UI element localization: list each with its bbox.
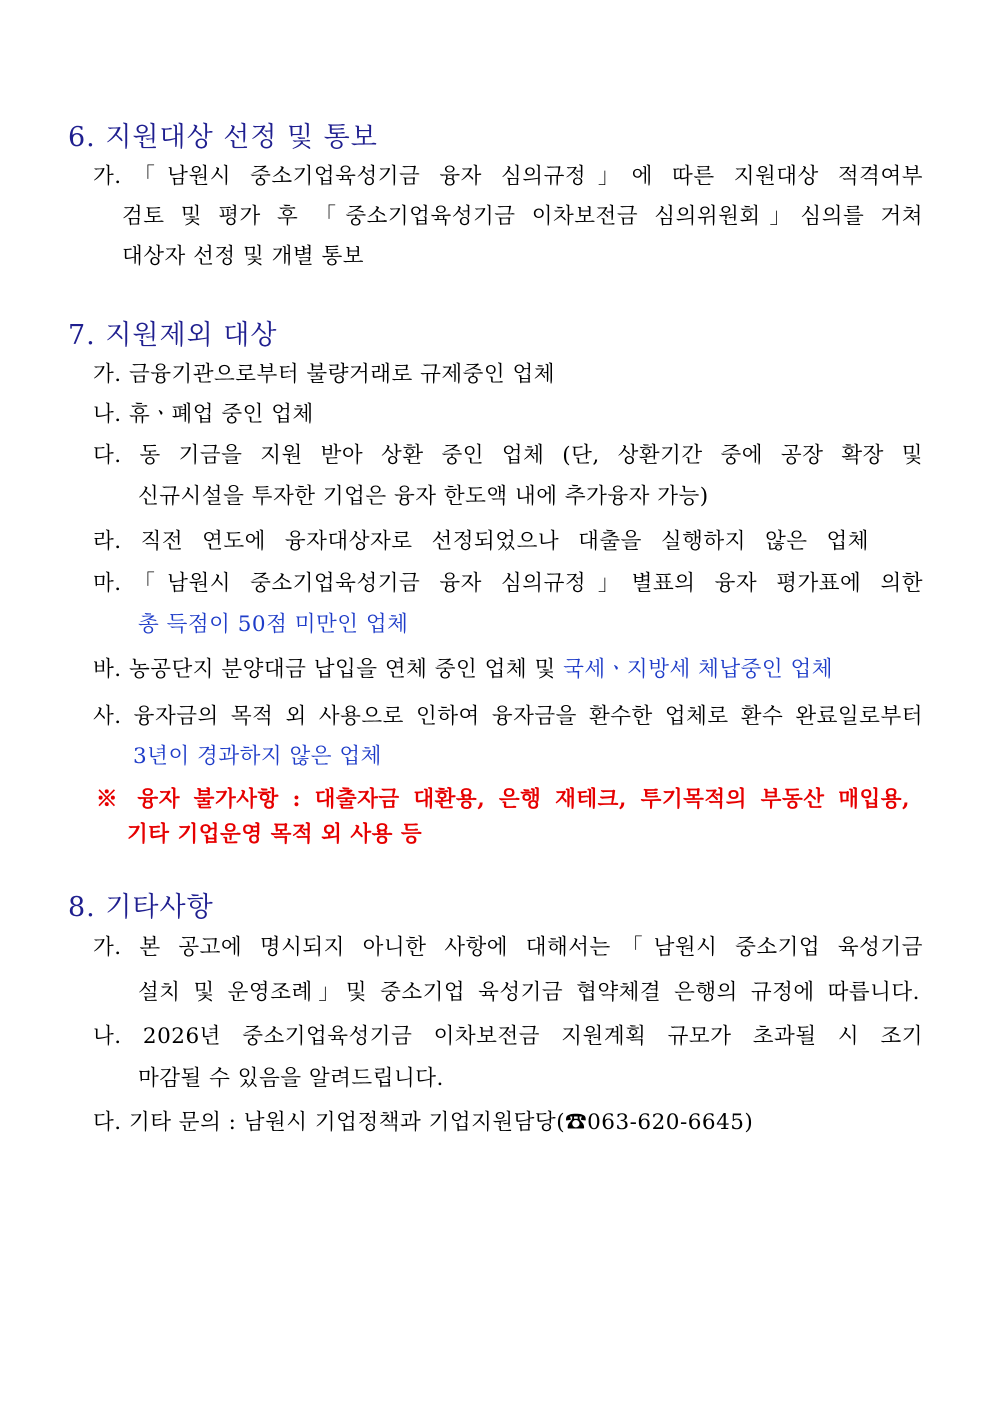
s7-item-na: 나. 휴ㆍ폐업 중인 업체 [93, 402, 314, 427]
section-7-heading: 7. 지원제외 대상 [68, 320, 278, 351]
s7-item-sa-line2: 3년이 경과하지 않은 업체 [133, 744, 382, 769]
s8-item-na-line1: 나. 2026년 중소기업육성기금 이차보전금 지원계획 규모가 초과될 시 조기 [93, 1024, 923, 1049]
s8-item-da [93, 1109, 753, 1137]
s7-item-ra: 라. 직전 연도에 융자대상자로 선정되었으나 대출을 실행하지 않은 업체 [93, 529, 869, 554]
s6-item-ga-line3: 대상자 선정 및 개별 통보 [122, 244, 365, 269]
s8-item-da-phone: 063-620-6645) [587, 1110, 754, 1135]
section-8-heading: 8. 기타사항 [68, 892, 214, 923]
s8-item-ga-line2: 설치 및 운영조례」및 중소기업 육성기금 협약체결 은행의 규정에 따릅니다. [138, 980, 920, 1005]
s7-item-ba [93, 656, 833, 684]
s7-item-ba-text: 바. 농공단지 분양대금 납입을 연체 중인 업체 및 [93, 657, 564, 682]
s7-note-line1: ※ 융자 불가사항 : 대출자금 대환용, 은행 재테크, 투기목적의 부동산 매입용, [96, 787, 910, 812]
s7-item-ma-line2: 총 득점이 50점 미만인 업체 [138, 612, 409, 637]
phone-icon: ☎ [565, 1110, 588, 1135]
s7-item-da-line2: 신규시설을 투자한 기업은 융자 한도액 내에 추가융자 가능) [138, 484, 709, 509]
s7-note-line2: 기타 기업운영 목적 외 사용 등 [127, 822, 423, 847]
s7-item-da-line1: 다. 동 기금을 지원 받아 상환 중인 업체 (단, 상환기간 중에 공장 확장 및 [93, 443, 923, 468]
s8-item-ga-line1: 가. 본 공고에 명시되지 아니한 사항에 대해서는「남원시 중소기업 육성기금 [93, 935, 923, 960]
s7-item-ma-line1: 마.「남원시 중소기업육성기금 융자 심의규정」별표의 융자 평가표에 의한 [93, 571, 923, 596]
section-6-heading: 6. 지원대상 선정 및 통보 [68, 122, 378, 153]
s7-item-sa-line1: 사. 융자금의 목적 외 사용으로 인하여 융자금을 환수한 업체로 환수 완료일로부터 [93, 704, 923, 729]
s8-item-na-line2: 마감될 수 있음을 알려드립니다. [138, 1066, 444, 1091]
s7-item-ga: 가. 금융기관으로부터 불량거래로 규제중인 업체 [93, 362, 556, 387]
s6-item-ga-line2: 검토 및 평가 후 「중소기업육성기금 이차보전금 심의위원회」심의를 거쳐 [122, 204, 923, 229]
s6-item-ga-line1: 가.「남원시 중소기업육성기금 융자 심의규정」에 따른 지원대상 적격여부 [93, 164, 923, 189]
s7-item-ba-highlight: 국세ㆍ지방세 체납중인 업체 [563, 657, 834, 682]
s8-item-da-text: 다. 기타 문의 : 남원시 기업정책과 기업지원담당( [93, 1110, 566, 1135]
